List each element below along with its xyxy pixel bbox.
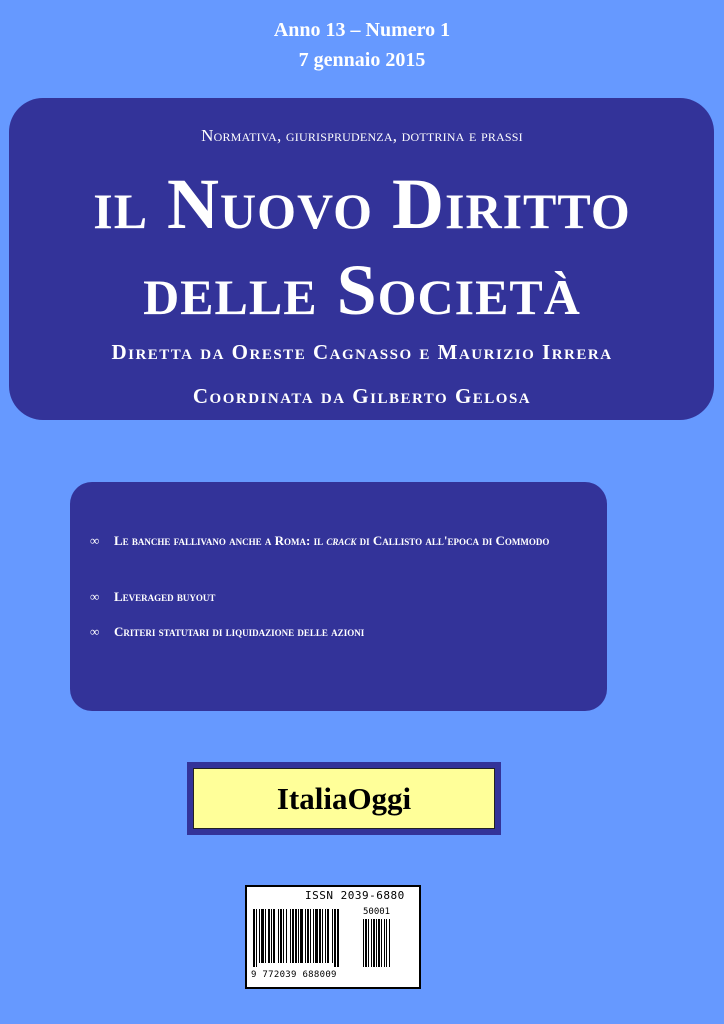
- barcode-bar: [268, 909, 270, 963]
- barcode-bar: [259, 909, 260, 963]
- barcode-addon-number: 50001: [363, 907, 391, 917]
- barcode-addon-bar: [384, 919, 385, 967]
- barcode-bar: [256, 909, 257, 967]
- barcode-bar: [307, 909, 309, 963]
- barcode-bar: [280, 909, 282, 963]
- barcode-addon-bar: [363, 919, 364, 967]
- barcode-bar: [286, 909, 287, 963]
- publisher-logo: ItaliaOggi: [193, 768, 495, 829]
- infinity-bullet-icon: ∞: [90, 533, 100, 548]
- issue-date: 7 gennaio 2015: [298, 49, 426, 71]
- barcode-bar: [332, 909, 333, 963]
- barcode-bar: [253, 909, 255, 967]
- barcode-bar: [319, 909, 321, 963]
- topic-text: Leveraged buyout: [114, 589, 216, 604]
- barcode-addon-bar: [378, 919, 380, 967]
- issn-label: ISSN 2039-6880: [305, 889, 405, 902]
- barcode-bar: [315, 909, 318, 963]
- barcode-bar: [278, 909, 279, 963]
- barcode-bar: [334, 909, 336, 967]
- barcode-bar: [310, 909, 311, 963]
- barcode-bar: [313, 909, 314, 963]
- infinity-bullet-icon: ∞: [90, 624, 100, 639]
- topic-text: Le banche fallivano anche a Roma: il crack di Callisto all'epoca di Commodo: [114, 533, 550, 548]
- barcode-bar: [271, 909, 272, 963]
- journal-title-line1: il Nuovo Diritto: [93, 164, 631, 244]
- barcode-bar: [261, 909, 264, 963]
- barcode-addon-bar: [386, 919, 387, 967]
- topic-item: [90, 623, 570, 641]
- barcode-addon-bar: [368, 919, 369, 967]
- topic-text: Criteri statutari di liquidazione delle azioni: [114, 624, 365, 639]
- barcode-addon-bar: [389, 919, 390, 967]
- journal-title-line2: delle Società: [143, 250, 581, 330]
- barcode-addon-bar: [371, 919, 372, 967]
- coordinator-line: Coordinata da Gilberto Gelosa: [192, 384, 532, 408]
- issue-number: Anno 13 – Numero 1: [273, 19, 451, 41]
- barcode-bar: [322, 909, 323, 963]
- barcode-addon-bar: [365, 919, 367, 967]
- directors-line: Diretta da Oreste Cagnasso e Maurizio Irrera: [111, 340, 613, 364]
- barcode-bar: [292, 909, 294, 963]
- barcode-bar: [325, 909, 326, 963]
- topic-item: [90, 532, 570, 550]
- barcode-bar: [298, 909, 299, 963]
- barcode-addon-bar: [381, 919, 382, 967]
- barcode-ean-number: 9 772039 688009: [251, 970, 337, 980]
- barcode-bar: [300, 909, 303, 963]
- barcode-addon-bar: [376, 919, 377, 967]
- barcode-bar: [283, 909, 284, 963]
- infinity-bullet-icon: ∞: [90, 589, 100, 604]
- barcode-bar: [337, 909, 339, 967]
- barcode-bar: [305, 909, 306, 963]
- barcode-bar: [295, 909, 297, 963]
- barcode-bar: [327, 909, 329, 963]
- barcode-bar: [273, 909, 275, 963]
- barcode-addon-bar: [373, 919, 375, 967]
- topic-item: [90, 588, 570, 606]
- masthead-tagline: Normativa, giurisprudenza, dottrina e prassi: [201, 126, 523, 145]
- barcode-bar: [290, 909, 291, 963]
- barcode-bar: [265, 909, 266, 963]
